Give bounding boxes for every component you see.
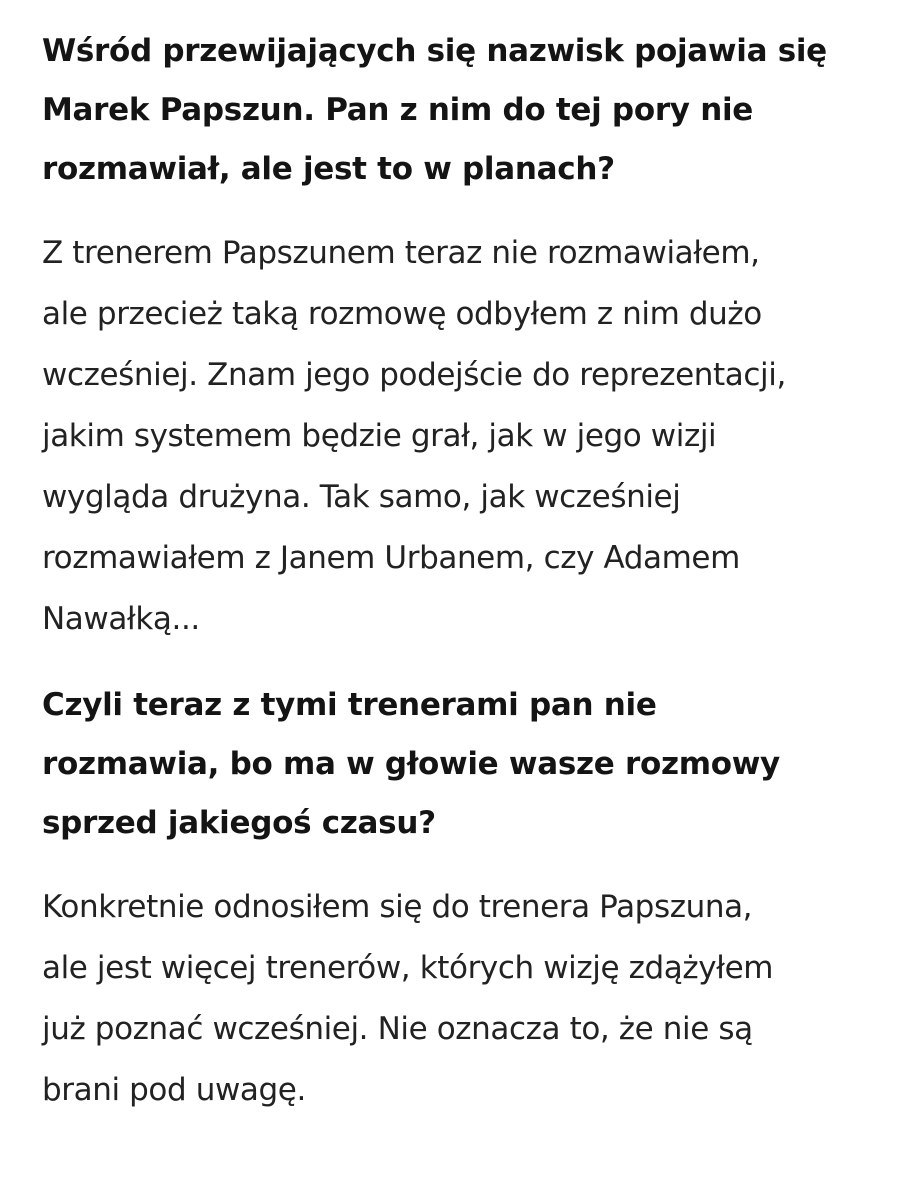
text-line: Marek Papszun. Pan z nim do tej pory nie [42,92,754,128]
text-line: wygląda drużyna. Tak samo, jak wcześniej [42,479,681,515]
article-body [42,22,882,1147]
interview-question-1 [42,22,882,199]
text-line: rozmawiałem z Janem Urbanem, czy Adamem [42,540,740,576]
text-line: Wśród przewijających się nazwisk pojawia się [42,33,827,69]
text-line: Nawałką... [42,601,200,637]
text-line: rozmawiał, ale jest to w planach? [42,151,615,187]
text-line: Z trenerem Papszunem teraz nie rozmawiałem, [42,235,760,271]
interview-question-2 [42,676,882,853]
text-line: Konkretnie odnosiłem się do trenera Papszuna, [42,889,753,925]
interview-answer-2 [42,877,882,1121]
text-line: jakim systemem będzie grał, jak w jego wizji [42,418,717,454]
text-line: ale przecież taką rozmowę odbyłem z nim dużo [42,296,762,332]
interview-answer-1 [42,223,882,650]
text-line: Czyli teraz z tymi trenerami pan nie [42,687,657,723]
text-line: wcześniej. Znam jego podejście do reprezentacji, [42,357,786,393]
text-line: rozmawia, bo ma w głowie wasze rozmowy [42,746,780,782]
text-line: ale jest więcej trenerów, których wizję zdążyłem [42,950,774,986]
text-line: już poznać wcześniej. Nie oznacza to, że nie są [42,1011,753,1047]
text-line: brani pod uwagę. [42,1072,306,1108]
text-line: sprzed jakiegoś czasu? [42,805,436,841]
